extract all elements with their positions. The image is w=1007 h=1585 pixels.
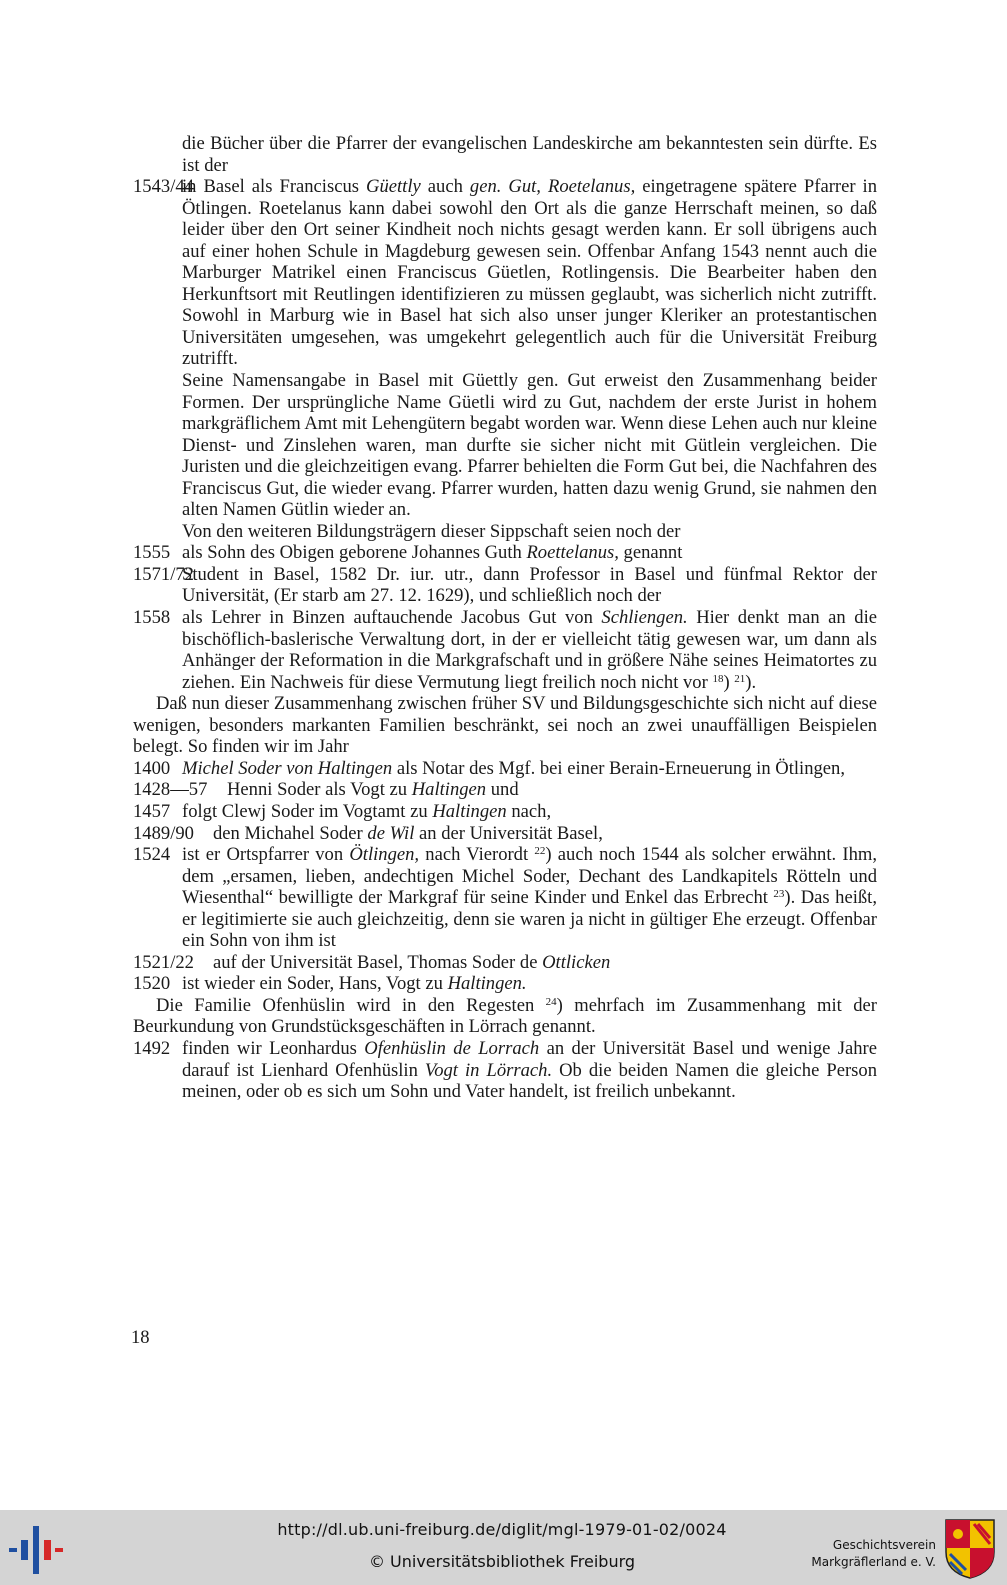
entry-year: 1571/72: [133, 563, 194, 585]
entry-year: 1520: [133, 973, 171, 995]
entry-text: den Michahel Soder de Wil an der Universität Basel,: [213, 822, 603, 844]
entry-year: 1543/44: [133, 176, 194, 198]
entry-text: als Lehrer in Binzen auftauchende Jacobus Gut von Schliengen. Hier denkt man an die bischöflich-baslerische Verwaltung dort, in der er vielleicht tätig gewesen war, um dann als Anhänger der Reformation in die Markgrafschaft und in größere Nähe seines Heimatortes zu ziehen. Ein Nachweis für diese Vermutung liegt freilich noch nicht vor $^{18}$) $^{21}$).: [182, 607, 877, 693]
entry-year: 1492: [133, 1037, 171, 1059]
entry-text: folgt Clewj Soder im Vogtamt zu Haltingen nach,: [182, 800, 552, 822]
paragraph: Die Familie Ofenhüslin wird in den Regesten $^{24}$) mehrfach im Zusammenhang mit der Beurkundung von Grundstücksgeschäften in Lörrach genannt.: [133, 994, 877, 1038]
entry-1520: [133, 973, 877, 995]
page-body: [133, 133, 877, 1103]
entry-text: finden wir Leonhardus Ofenhüslin de Lorrach an der Universität Basel und wenige Jahre darauf ist Lienhard Ofenhüslin Vogt in Lörrach. Ob die beiden Namen die gleiche Person meinen, oder ob es sich um Sohn und Vater handelt, ist freilich unbekannt.: [182, 1037, 878, 1103]
entry-text: ist wieder ein Soder, Hans, Vogt zu Haltingen.: [182, 973, 527, 995]
entry-text: in Basel als Franciscus Güettly auch gen. Gut, Roetelanus, eingetragene spätere Pfarrer in Ötlingen. Roetelanus kann dabei sowohl den Ort als die ganze Herrschaft meinen, so daß leider über den Ort seiner Kindheit noch nichts gesagt werden kann. Er soll übrigens auch auf einer hohen Schule in Magdeburg gewesen sein. Offenbar Anfang 1543 nennt auch die Marburger Matrikel einen Franciscus Güetlen, Rotlingensis. Die Bearbeiter haben den Herkunftsort mit Reutlingen identifizieren zu müssen geglaubt, was sicherlich nicht zutrifft. Sowohl in Marburg wie in Basel hat sich also unser junger Kleriker an protestantischen Universitäten umgesehen, was umgekehrt gelegentlich auch für die Universität Freiburg zutrifft.: [182, 176, 877, 370]
entry-1558: [133, 607, 877, 693]
entry-year: 1558: [133, 607, 171, 629]
entry-year: 1555: [133, 542, 171, 564]
paragraph: Von den weiteren Bildungsträgern dieser Sippschaft seien noch der: [182, 520, 681, 542]
entry-text: Michel Soder von Haltingen als Notar des Mgf. bei einer Berain-Erneuerung in Ötlingen,: [182, 757, 845, 779]
paragraph: Seine Namensangabe in Basel mit Güettly gen. Gut erweist den Zusammenhang beider Formen. Der ursprüngliche Name Güetli wird zu Gut, nachdem der erste Jurist in hohem markgräflichem Amt mit Lehengütern begabt worden war. Wenn diese Lehen auch nur kleine Dienst- und Zinslehen waren, man durfte sie sicher nicht mit Gütlein vergleichen. Die Juristen und die gleichzeitigen evang. Pfarrer behielten die Form Gut bei, die Nachfahren des Franciscus Gut, die wieder evang. Pfarrer wurden, hatten dazu wenig Grund, sie nahmen den alten Namen Gütlin wieder an.: [182, 370, 877, 521]
entry-year: 1457: [133, 800, 171, 822]
entry-1571: [133, 564, 877, 607]
entry-text: ist er Ortspfarrer von Ötlingen, nach Vierordt $^{22}$) auch noch 1544 als solcher erwähnt. Ihm, dem „ersamen, lieben, andechtigen Michel Soder, Dechant des Landkapitels Rötteln und Wiesenthal“ bewilligte der Markgraf für seine Kinder und Enkel das Erbrecht $^{23}$). Das heißt, er legitimierte sie auch gleichzeitig, denn sie waren ja nicht in gültiger Ehe erzeugt. Offenbar ein Sohn von ihm ist: [182, 844, 877, 952]
organization-name: Geschichtsverein Markgräflerland e. V.: [811, 1538, 936, 1569]
entry-year: 1400: [133, 757, 171, 779]
entry-1428: [133, 779, 877, 801]
footer-bar: [0, 1510, 1007, 1585]
entry-text: Student in Basel, 1582 Dr. iur. utr., dann Professor in Basel und fünfmal Rektor der Universität, (Er starb am 27. 12. 1629), und schließlich noch der: [182, 563, 877, 607]
coat-of-arms-icon: [944, 1518, 996, 1580]
document-url-link[interactable]: http://dl.ub.uni-freiburg.de/diglit/mgl-1979-01-02/0024: [277, 1520, 727, 1539]
entry-year: 1524: [133, 844, 171, 866]
entry-year: 1521/22: [133, 951, 194, 973]
paragraph: die Bücher über die Pfarrer der evangelischen Landeskirche am bekanntesten sein dürfte. Es ist der: [182, 133, 877, 176]
entry-text: als Sohn des Obigen geborene Johannes Guth Roettelanus, genannt: [182, 542, 683, 564]
entry-year: 1489/90: [133, 822, 194, 844]
entry-1543: [133, 176, 877, 370]
entry-1492: [133, 1038, 877, 1103]
entry-year: 1428—57: [133, 779, 208, 801]
entry-1400: [133, 758, 877, 780]
ub-freiburg-logo-icon: [8, 1522, 64, 1578]
copyright-text: © Universitätsbibliothek Freiburg: [368, 1552, 636, 1571]
entry-1555: [133, 542, 877, 564]
entry-1457: [133, 801, 877, 823]
entry-1524: [133, 844, 877, 952]
entry-1521: [133, 952, 877, 974]
entry-text: auf der Universität Basel, Thomas Soder de Ottlicken: [213, 951, 611, 973]
paragraph: Daß nun dieser Zusammenhang zwischen früher SV und Bildungsgeschichte sich nicht auf diese wenigen, besonders markanten Familien beschränkt, sei noch an zwei unauffälligen Beispielen belegt. So finden wir im Jahr: [133, 693, 877, 758]
entry-1489: [133, 823, 877, 845]
page-number: 18: [131, 1327, 150, 1348]
entry-text: Henni Soder als Vogt zu Haltingen und: [227, 779, 519, 801]
